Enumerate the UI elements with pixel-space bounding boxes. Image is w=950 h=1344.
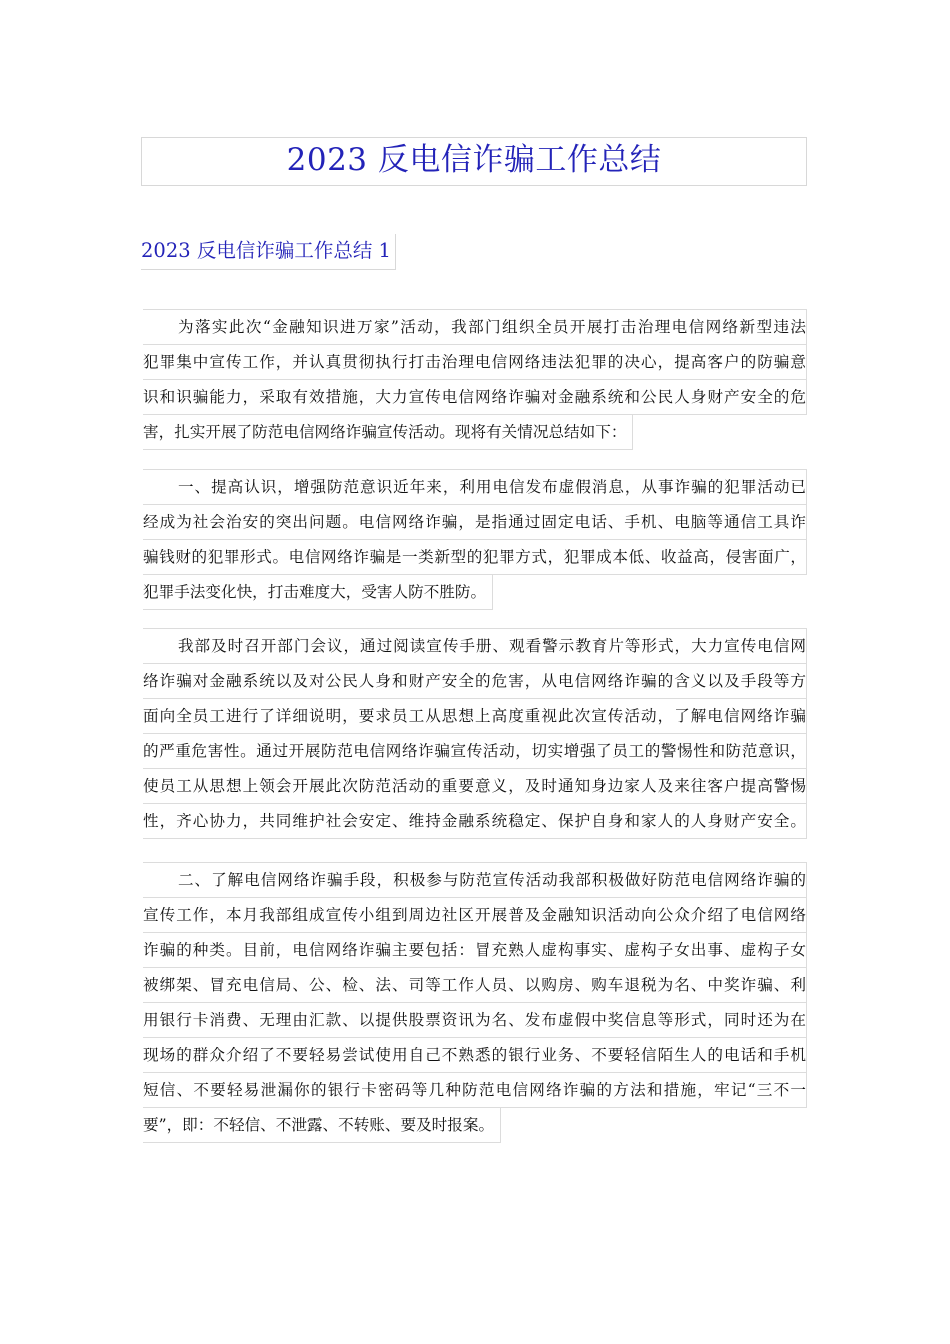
paragraph-line: 犯罪手法变化快，打击难度大，受害人防不胜防。 bbox=[143, 574, 493, 610]
paragraph-line: 犯罪集中宣传工作，并认真贯彻执行打击治理电信网络违法犯罪的决心，提高客户的防骗意 bbox=[143, 344, 807, 380]
paragraph-line: 一、提高认识，增强防范意识近年来，利用电信发布虚假消息，从事诈骗的犯罪活动已 bbox=[143, 469, 807, 505]
paragraph-line: 的严重危害性。通过开展防范电信网络诈骗宣传活动，切实增强了员工的警惕性和防范意识， bbox=[143, 733, 807, 769]
paragraph-line: 性，齐心协力，共同维护社会安定、维持金融系统稳定、保护自身和家人的人身财产安全。 bbox=[143, 803, 807, 839]
paragraph-line: 识和识骗能力，采取有效措施，大力宣传电信网络诈骗对金融系统和公民人身财产安全的危 bbox=[143, 379, 807, 415]
paragraph-intro bbox=[143, 309, 807, 453]
paragraph-line: 经成为社会治安的突出问题。电信网络诈骗，是指通过固定电话、手机、电脑等通信工具诈 bbox=[143, 504, 807, 540]
paragraph-line: 二、了解电信网络诈骗手段，积极参与防范宣传活动我部积极做好防范电信网络诈骗的 bbox=[143, 862, 807, 898]
paragraph-line: 短信、不要轻易泄漏你的银行卡密码等几种防范电信网络诈骗的方法和措施，牢记“三不一 bbox=[143, 1072, 807, 1108]
paragraph-line: 使员工从思想上领会开展此次防范活动的重要意义，及时通知身边家人及来往客户提高警惕 bbox=[143, 768, 807, 804]
paragraph-line: 骗钱财的犯罪形式。电信网络诈骗是一类新型的犯罪方式，犯罪成本低、收益高，侵害面广， bbox=[143, 539, 807, 575]
paragraph-line: 害，扎实开展了防范电信网络诈骗宣传活动。现将有关情况总结如下： bbox=[143, 414, 633, 450]
paragraph-section-one bbox=[143, 469, 807, 613]
paragraph-line: 络诈骗对金融系统以及对公民人身和财产安全的危害，从电信网络诈骗的含义以及手段等方 bbox=[143, 663, 807, 699]
paragraph-line: 现场的群众介绍了不要轻易尝试使用自己不熟悉的银行业务、不要轻信陌生人的电话和手机 bbox=[143, 1037, 807, 1073]
paragraph-line: 用银行卡消费、无理由汇款、以提供股票资讯为名、发布虚假中奖信息等形式，同时还为在 bbox=[143, 1002, 807, 1038]
document-title: 2023 反电信诈骗工作总结 bbox=[141, 137, 807, 186]
paragraph-line: 我部及时召开部门会议，通过阅读宣传手册、观看警示教育片等形式，大力宣传电信网 bbox=[143, 628, 807, 664]
paragraph-line: 诈骗的种类。目前，电信网络诈骗主要包括：冒充熟人虚构事实、虚构子女出事、虚构子女 bbox=[143, 932, 807, 968]
paragraph-line: 面向全员工进行了详细说明，要求员工从思想上高度重视此次宣传活动，了解电信网络诈骗 bbox=[143, 698, 807, 734]
paragraph-section-two bbox=[143, 862, 807, 1146]
paragraph-line: 要”，即：不轻信、不泄露、不转账、要及时报案。 bbox=[143, 1107, 501, 1143]
paragraph-line: 宣传工作，本月我部组成宣传小组到周边社区开展普及金融知识活动向公众介绍了电信网络 bbox=[143, 897, 807, 933]
paragraph-line: 被绑架、冒充电信局、公、检、法、司等工作人员、以购房、购车退税为名、中奖诈骗、利 bbox=[143, 967, 807, 1003]
paragraph-meeting bbox=[143, 628, 807, 838]
paragraph-line: 为落实此次“金融知识进万家”活动，我部门组织全员开展打击治理电信网络新型违法 bbox=[143, 309, 807, 345]
section-heading: 2023 反电信诈骗工作总结 1 bbox=[141, 234, 396, 270]
